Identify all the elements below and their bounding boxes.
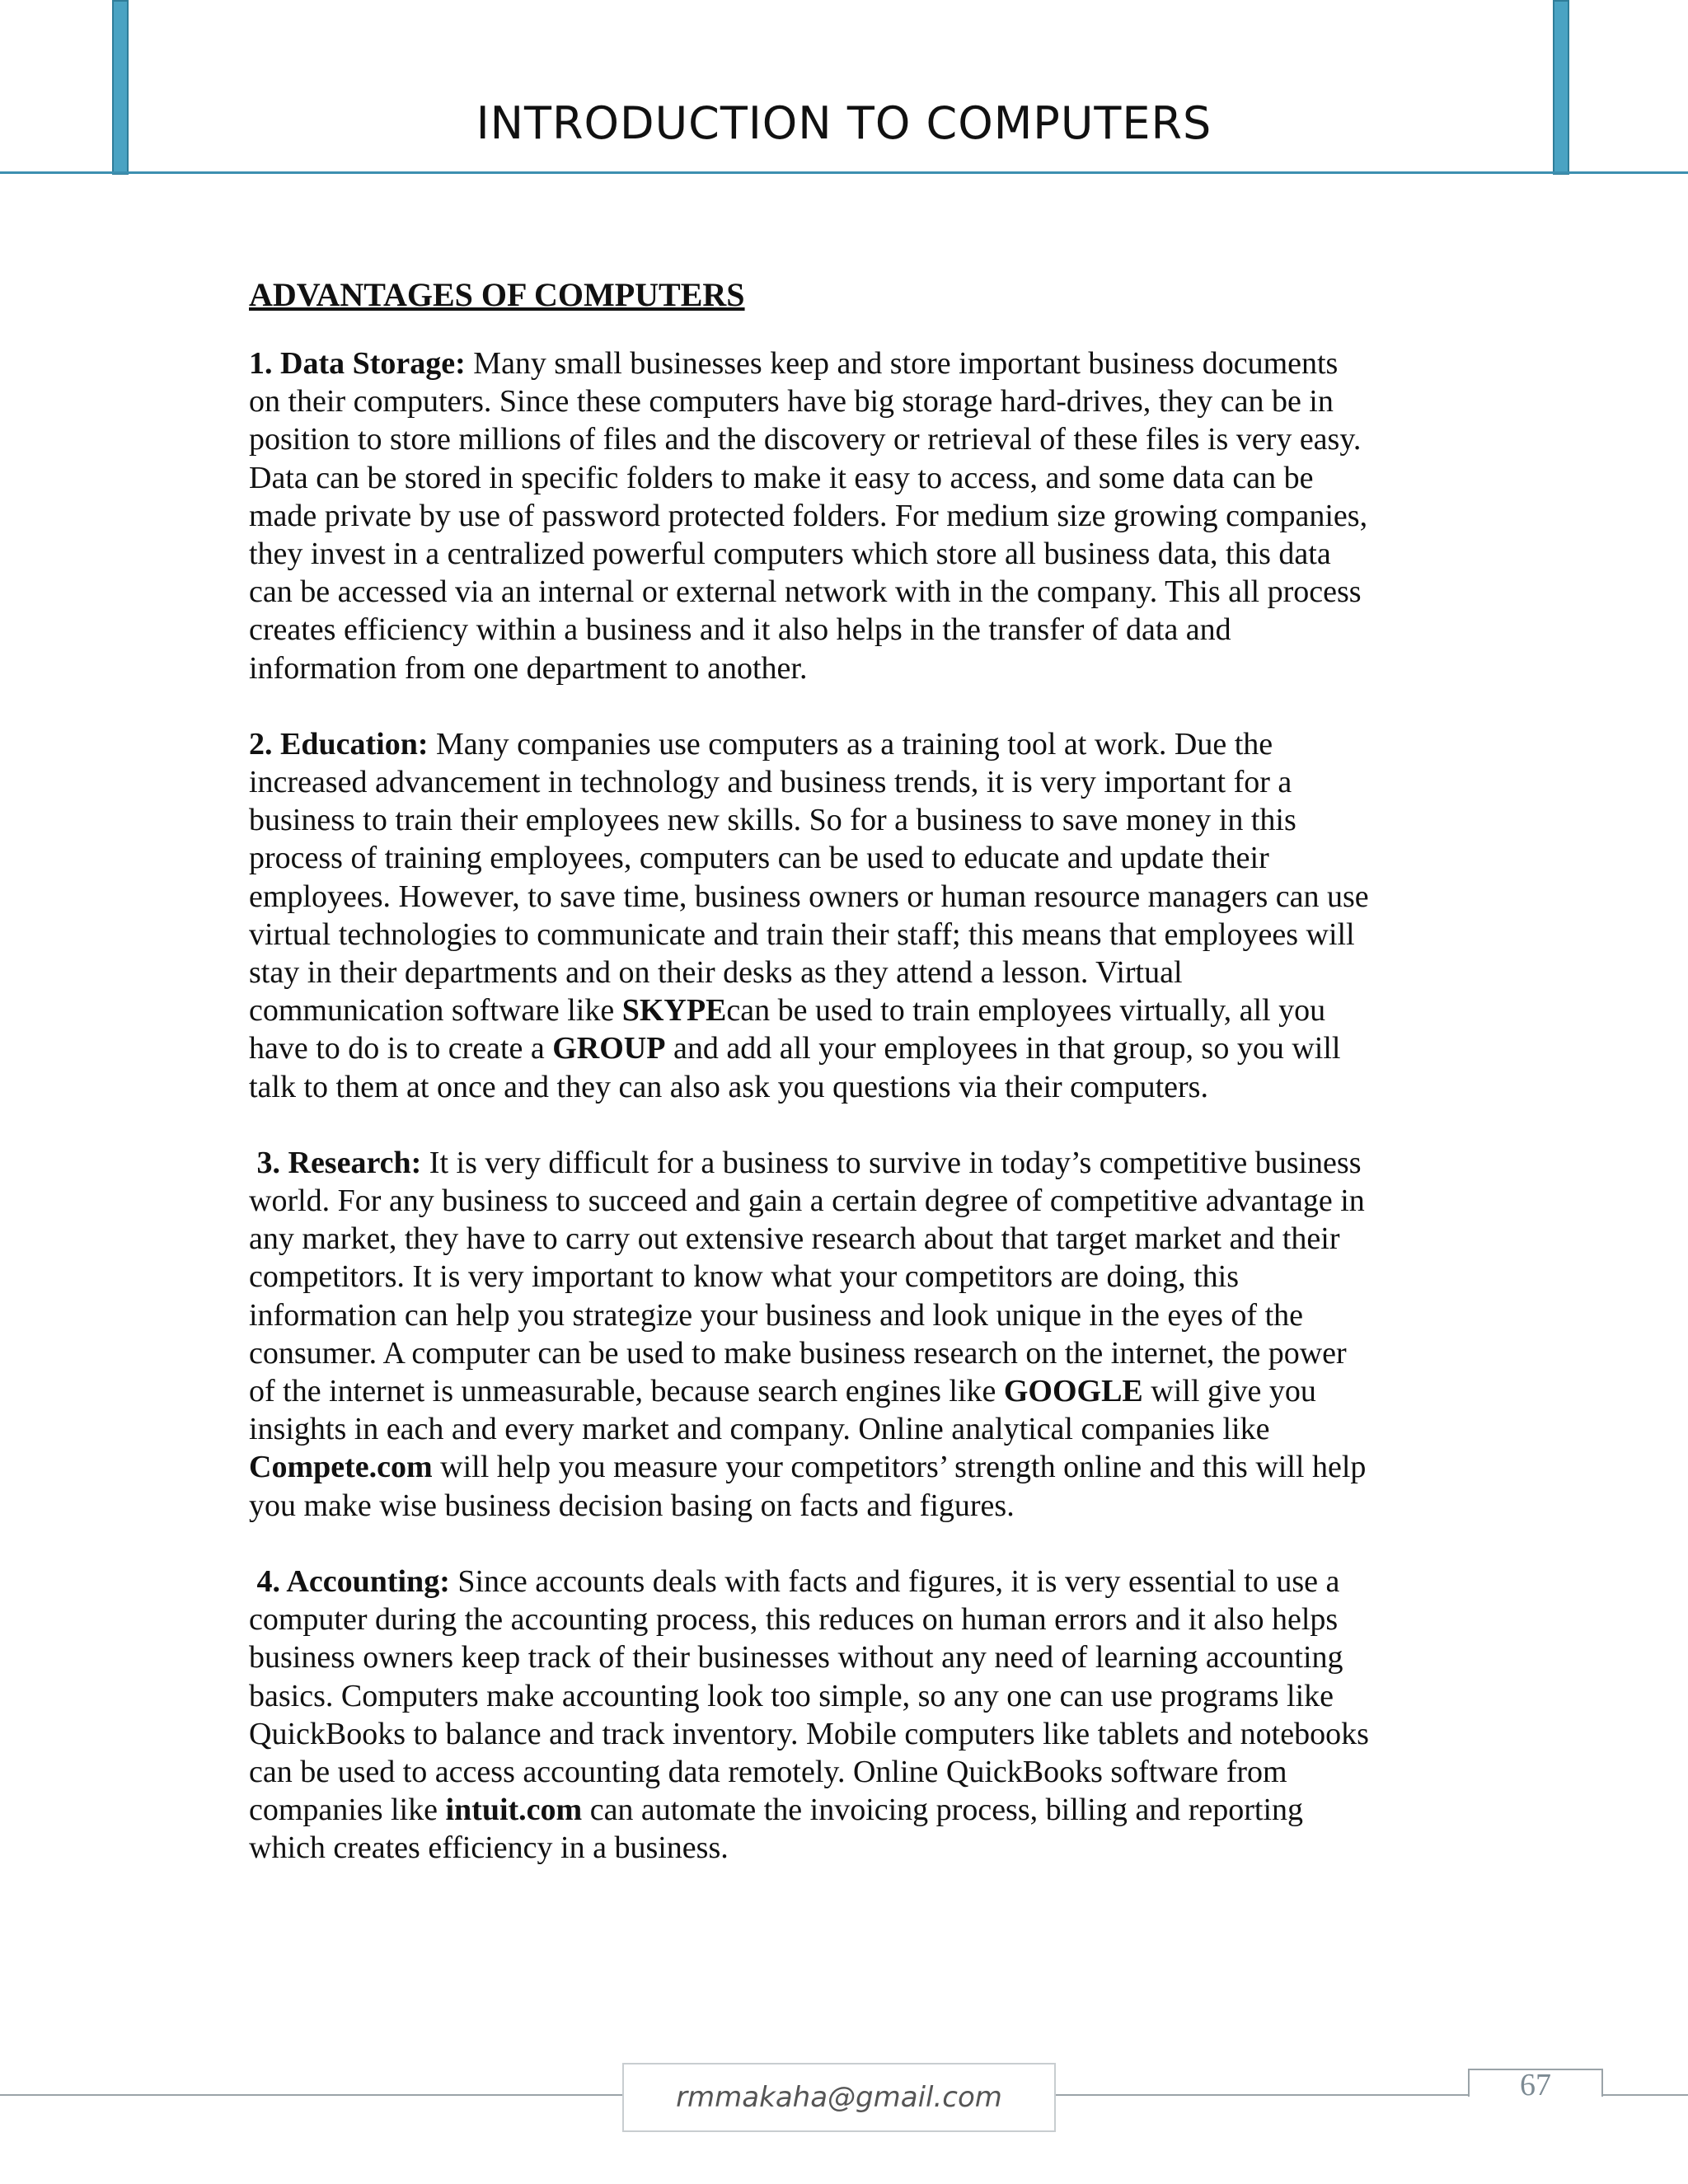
header-rule — [0, 171, 1688, 174]
paragraph-line: creates efficiency within a business and it also helps in the transfer of data and — [249, 612, 1231, 648]
footer-email: rmmakaha@gmail.com — [622, 2063, 1056, 2132]
line-text: will give you — [1142, 1374, 1316, 1409]
paragraph-line — [249, 725, 1452, 763]
paragraph-line: made private by use of password protected folders. For medium size growing companies, — [249, 498, 1368, 533]
paragraph-line: stay in their departments and on their desks as they attend a lesson. Virtual — [249, 955, 1183, 991]
paragraph-data-storage — [249, 344, 1452, 687]
paragraph-line: which creates efficiency in a business. — [249, 1830, 729, 1866]
section-heading: ADVANTAGES OF COMPUTERS — [249, 276, 745, 313]
paragraph-line: insights in each and every market and company. Online analytical companies like — [249, 1412, 1270, 1447]
footer-rule-middle — [1056, 2094, 1468, 2096]
paragraph-line — [249, 1791, 1452, 1829]
paragraph-line: world. For any business to succeed and gain a certain degree of competitive advantage in — [249, 1183, 1365, 1219]
paragraph-line: Data can be stored in specific folders to make it easy to access, and some data can be — [249, 460, 1314, 495]
bold-term-intuit: intuit.com — [445, 1793, 583, 1828]
paragraph-label: 3. Research: — [249, 1145, 422, 1180]
paragraph-line: you make wise business decision basing on facts and figures. — [249, 1488, 1015, 1523]
paragraph-line: competitors. It is very important to know what your competitors are doing, this — [249, 1259, 1240, 1295]
bold-term-google: GOOGLE — [1003, 1374, 1143, 1409]
line-text: can be used to train employees virtually, all you — [726, 993, 1326, 1029]
paragraph-label: 1. Data Storage: — [249, 346, 466, 381]
paragraph-line: business to train their employees new skills. So for a business to save money in this — [249, 803, 1296, 838]
paragraph-line — [249, 991, 1452, 1029]
paragraph-label: 4. Accounting: — [249, 1563, 450, 1599]
line-text: companies like — [249, 1793, 446, 1828]
paragraph-line: process of training employees, computers can be used to educate and update their — [249, 841, 1269, 876]
paragraph-line: employees. However, to save time, business owners or human resource managers can use — [249, 879, 1369, 914]
paragraph-line: virtual technologies to communicate and train their staff; this means that employees will — [249, 916, 1355, 952]
line-text: Many small businesses keep and store important business documents — [465, 346, 1339, 381]
line-text: will help you measure your competitors’ strength online and this will help — [432, 1450, 1367, 1485]
paragraph-line: basics. Computers make accounting look too simple, so any one can use programs like — [249, 1678, 1334, 1713]
bold-term-group: GROUP — [552, 1031, 666, 1066]
paragraph-line: computer during the accounting process, this reduces on human errors and it also helps — [249, 1602, 1339, 1638]
paragraph-line: talk to them at once and they can also ask you questions via their computers. — [249, 1069, 1208, 1104]
paragraph-research — [249, 1144, 1452, 1525]
paragraph-line: information can help you strategize your business and look unique in the eyes of the — [249, 1297, 1304, 1333]
paragraph-line: information from one department to another. — [249, 650, 808, 686]
line-text: communication software like — [249, 993, 622, 1029]
line-text: It is very difficult for a business to survive in today’s competitive business — [421, 1145, 1362, 1180]
footer-rule-left — [0, 2094, 622, 2096]
line-text: and add all your employees in that group, so you will — [665, 1031, 1341, 1066]
paragraph-line: increased advancement in technology and business trends, it is very important for a — [249, 765, 1292, 800]
paragraph-label: 2. Education: — [249, 726, 429, 762]
document-body — [249, 272, 1452, 1905]
paragraph-line — [249, 344, 1452, 382]
bold-term-skype: SKYPE — [621, 993, 727, 1029]
paragraph-line: any market, they have to carry out extensive research about that target market and their — [249, 1221, 1340, 1257]
paragraph-line: on their computers. Since these computers have big storage hard-drives, they can be in — [249, 384, 1334, 419]
paragraph-line: position to store millions of files and the discovery or retrieval of these files is very easy. — [249, 422, 1362, 457]
paragraph-line: QuickBooks to balance and track inventory. Mobile computers like tablets and notebooks — [249, 1716, 1369, 1751]
line-text: can automate the invoicing process, billing and reporting — [582, 1793, 1304, 1828]
line-text: Since accounts deals with facts and figures, it is very essential to use a — [449, 1563, 1340, 1599]
bold-term-compete: Compete.com — [249, 1450, 433, 1485]
line-text: of the internet is unmeasurable, because search engines like — [249, 1374, 1004, 1409]
paragraph-line — [249, 1144, 1452, 1182]
line-text: have to do is to create a — [249, 1031, 553, 1066]
paragraph-line: they invest in a centralized powerful computers which store all business data, this data — [249, 537, 1331, 572]
paragraph-accounting — [249, 1563, 1452, 1868]
paragraph-line: consumer. A computer can be used to make business research on the internet, the power — [249, 1335, 1347, 1371]
paragraph-line — [249, 1448, 1452, 1486]
paragraph-line: can be used to access accounting data remotely. Online QuickBooks software from — [249, 1754, 1287, 1789]
paragraph-line: business owners keep track of their businesses without any need of learning accounting — [249, 1640, 1343, 1675]
paragraph-line — [249, 1372, 1452, 1410]
page-header-title: INTRODUCTION TO COMPUTERS — [476, 97, 1212, 149]
line-text: Many companies use computers as a training tool at work. Due the — [428, 726, 1273, 762]
paragraph-education — [249, 725, 1452, 1106]
paragraph-line: can be accessed via an internal or external network with in the company. This all process — [249, 574, 1362, 610]
paragraph-line — [249, 1563, 1452, 1601]
paragraph-line — [249, 1029, 1452, 1067]
page-number: 67 — [1520, 2068, 1551, 2102]
footer-rule-right — [1603, 2094, 1688, 2096]
